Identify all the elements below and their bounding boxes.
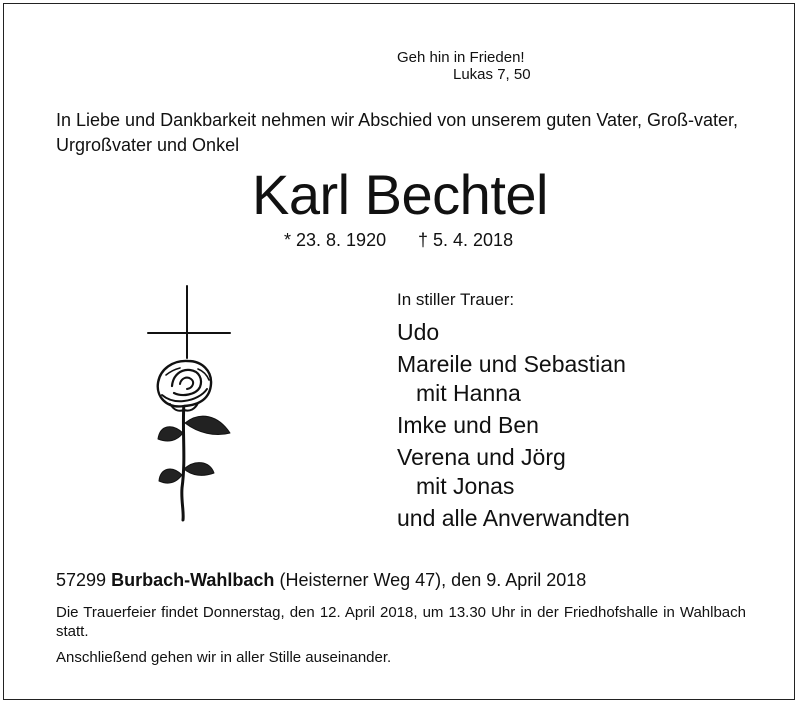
town-name: Burbach-Wahlbach [111,570,275,590]
deceased-name: Karl Bechtel [252,163,548,226]
mourner-entry [397,443,630,501]
cross-with-rose-icon [140,283,240,523]
mourner-name: Verena und Jörg [397,444,566,470]
mourners-lead: In stiller Trauer: [397,290,515,309]
mourner-entry [397,411,630,440]
birth-date: * 23. 8. 1920 [284,230,387,250]
motto-source: Lukas 7, 50 [453,66,531,83]
mourner-entry [397,350,630,408]
mourners-block [397,288,630,536]
motto-text: Geh hin in Frieden! [397,49,525,66]
mourner-name: und alle Anverwandten [397,505,630,531]
mourner-name: Imke und Ben [397,412,539,438]
mourner-sub: mit Jonas [416,473,515,499]
mourner-name: Mareile und Sebastian [397,351,626,377]
death-date: † 5. 4. 2018 [418,230,514,250]
place-line [56,568,586,592]
mourner-name: Udo [397,319,440,345]
postcode: 57299 [56,570,107,590]
mourner-entry [397,318,630,347]
intro-text: In Liebe und Dankbarkeit nehmen wir Abschied von unserem guten Vater, Groß-vater, Urgroßvater und Onkel [56,110,739,155]
mourner-entry [397,504,630,533]
address-date: (Heisterner Weg 47), den 9. April 2018 [279,570,587,590]
closing-text: Anschließend gehen wir in aller Stille auseinander. [56,649,392,666]
mourner-sub: mit Hanna [416,380,521,406]
funeral-notice: Die Trauerfeier findet Donnerstag, den 12. April 2018, um 13.30 Uhr in der Friedhofshalle in Wahlbach statt. [56,604,746,640]
